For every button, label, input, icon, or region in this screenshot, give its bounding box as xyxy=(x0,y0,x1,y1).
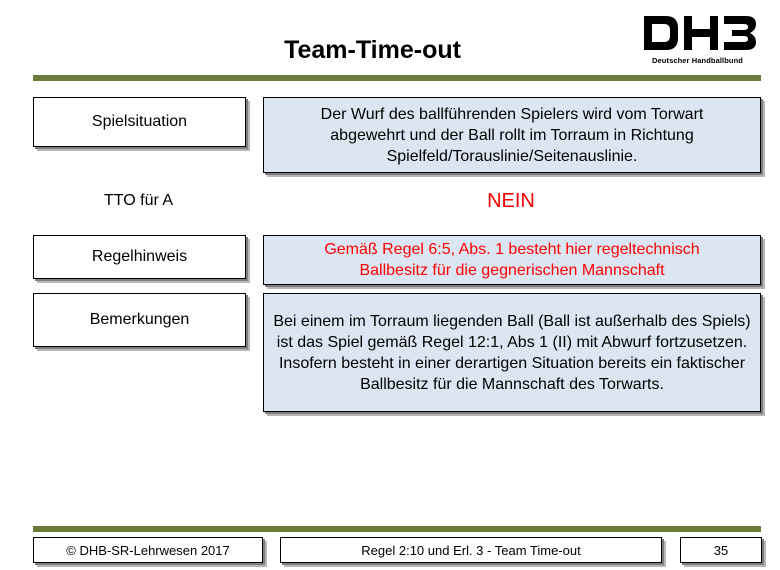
label-tto xyxy=(33,180,244,222)
footer-reference xyxy=(280,537,662,563)
footer-reference-text: Regel 2:10 und Erl. 3 - Team Time-out xyxy=(361,542,581,558)
label-text: TTO für A xyxy=(103,192,174,209)
value-text: Bei einem im Torraum liegenden Ball (Ball ist außerhalb des Spiels) ist das Spiel gemäß Regel 12:1, Abs 1 (II) mit Abwurf fortzusetzen. Insofern besteht in einer derartigen Situation bereits ein faktischer Ballbesitz für die Mannschaft des Torwarts. xyxy=(273,312,751,393)
label-spielsituation xyxy=(33,97,246,147)
value-spielsituation xyxy=(263,97,761,173)
slide-title: Team-Time-out xyxy=(284,36,461,64)
value-text: Gemäß Regel 6:5, Abs. 1 besteht hier regeltechnisch Ballbesitz für die gegnerischen Mannschaft xyxy=(324,241,700,279)
label-text: Regelhinweis xyxy=(91,248,188,265)
value-text: NEIN xyxy=(487,189,535,212)
logo-subtitle: Deutscher Handballbund xyxy=(652,56,743,65)
page-number-text: 35 xyxy=(713,542,729,558)
label-bemerkungen xyxy=(33,293,246,347)
label-text: Spielsituation xyxy=(91,113,188,130)
value-text: Der Wurf des ballführenden Spielers wird vom Torwart abgewehrt und der Ball rollt im Torraum in Richtung Spielfeld/Torauslinie/Seitenauslinie. xyxy=(320,105,704,165)
top-divider xyxy=(33,75,761,81)
footer-copyright xyxy=(33,537,263,563)
dhb-logo-icon xyxy=(642,12,758,54)
label-regelhinweis xyxy=(33,235,246,279)
label-text: Bemerkungen xyxy=(89,311,190,328)
footer-copyright-text: © DHB-SR-Lehrwesen 2017 xyxy=(66,542,230,558)
bottom-divider xyxy=(33,526,761,532)
value-regelhinweis xyxy=(263,235,761,285)
page-number xyxy=(680,537,762,563)
value-bemerkungen xyxy=(263,293,761,412)
value-tto xyxy=(263,180,759,222)
